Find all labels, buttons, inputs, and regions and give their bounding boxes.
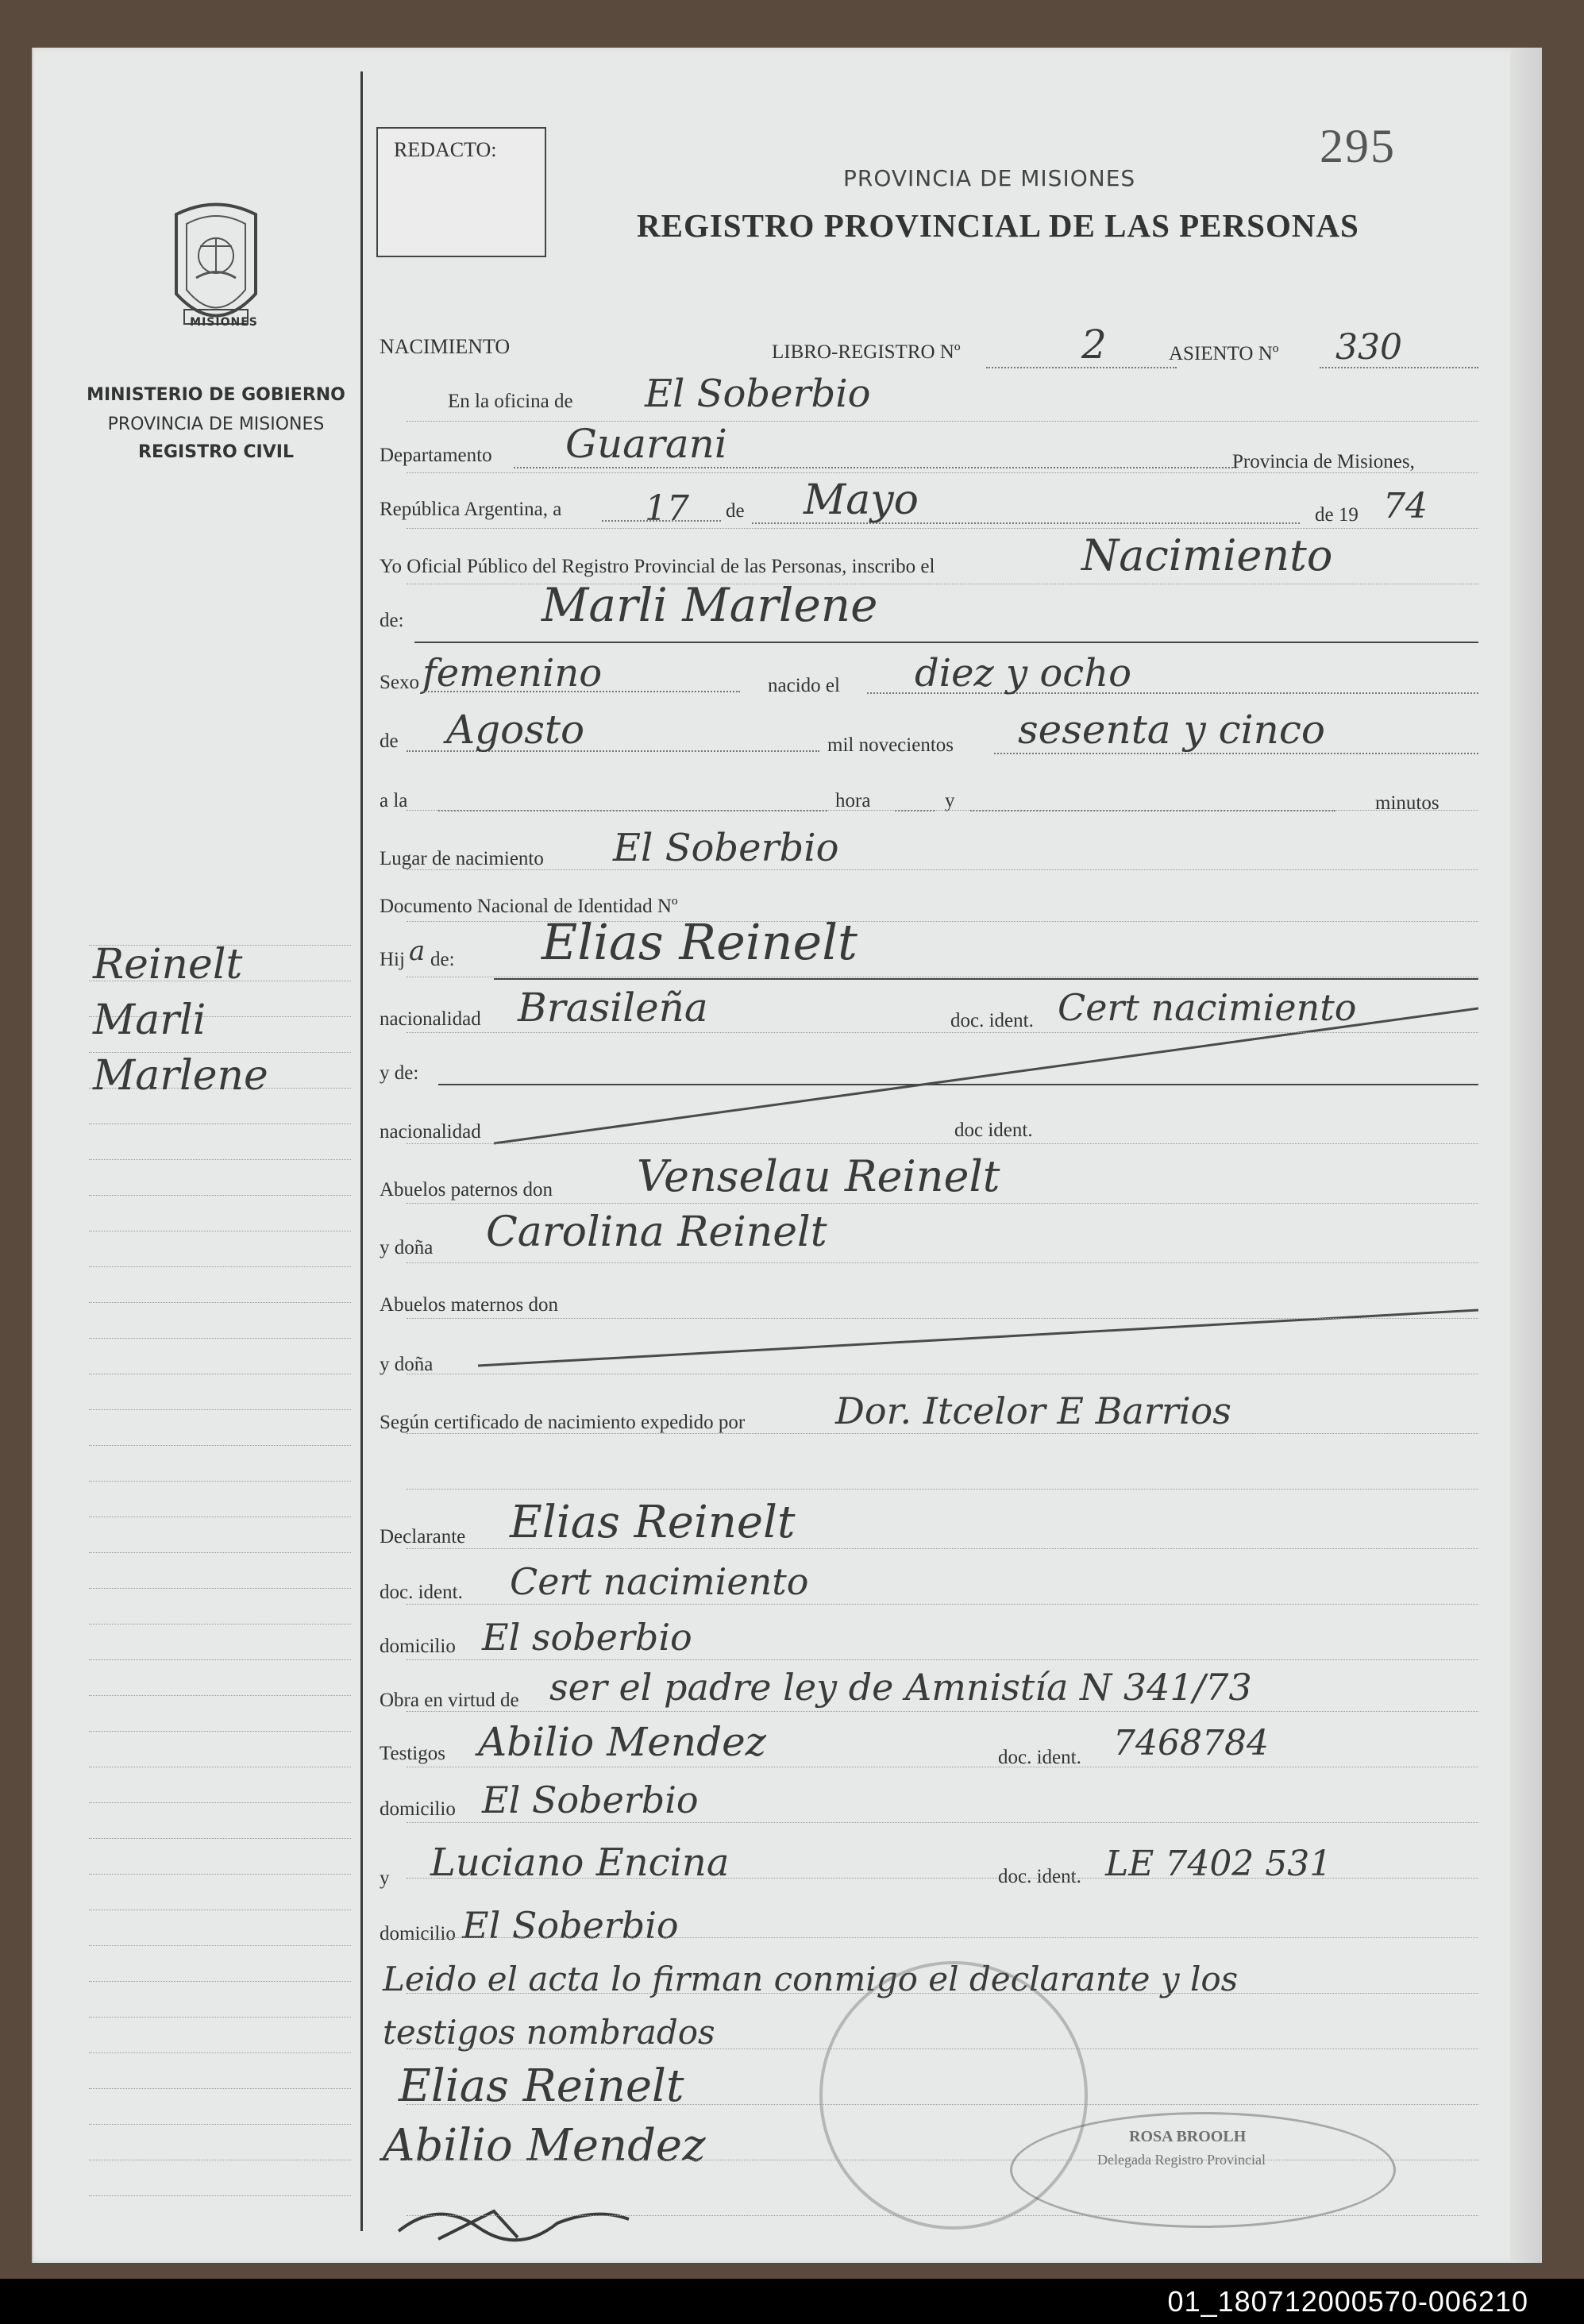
image-id-label: 01_180712000570-006210 [1167,2285,1528,2318]
act-type-label: NACIMIENTO [380,335,511,358]
hora-label: hora [835,790,871,811]
domicilio-t1-label: domicilio [380,1798,456,1820]
doc-testigo1-value: 7468784 [1113,1723,1269,1763]
signature-declarante: Elias Reinelt [399,2060,684,2112]
republica-label: República Argentina, a [380,499,562,520]
nacido-value: diez y ocho [915,651,1131,696]
yo-oficial-text: Yo Oficial Público del Registro Provincial de las Personas, inscribo el [380,556,935,577]
nacionalidad-padre-value: Brasileña [518,985,708,1031]
province-title: PROVINCIA DE MISIONES [843,165,1136,191]
cancel-stroke-abuelos-mat [478,1302,1478,1374]
y-dona2-label: y doña [380,1354,434,1375]
mes-value: Mayo [804,476,919,524]
dni-label: Documento Nacional de Identidad Nº [380,896,678,917]
y-label: y [945,790,955,811]
de-label: de [726,500,745,522]
nombre-value: Marli Marlene [541,578,878,632]
mil-label: mil novecientos [827,734,954,756]
y-t2-label: y [380,1867,390,1889]
declarante-label: Declarante [380,1526,466,1547]
doc-testigo2-value: LE 7402 531 [1105,1844,1332,1884]
page-number: 295 [1320,120,1396,172]
mes-nac-value: Agosto [446,707,585,753]
testigo2-value: Luciano Encina [430,1840,730,1885]
domicilio-t2-value: El Soberbio [462,1904,679,1947]
domicilio-value: El soberbio [482,1616,692,1659]
doc-padre-value: Cert nacimiento [1058,986,1357,1029]
doc-testigo2-label: doc. ident. [998,1866,1081,1887]
domicilio-t1-value: El Soberbio [482,1779,699,1821]
ministry-office: REGISTRO CIVIL [138,442,294,462]
emblem-text: MISIONES [190,316,258,329]
minutos-label: minutos [1375,792,1439,814]
oficina-label: En la oficina de [448,391,573,412]
acto-value: Nacimiento [1081,530,1333,580]
testigos-label: Testigos [380,1743,445,1764]
libro-label: LIBRO-REGISTRO Nº [772,341,961,363]
departamento-value: Guarani [565,421,727,467]
libro-value: 2 [1081,322,1107,368]
departamento-label: Departamento [380,445,492,466]
lugar-value: El Soberbio [613,826,839,870]
nacido-label: nacido el [768,675,840,696]
doc-declarante-label: doc. ident. [380,1582,463,1603]
certificado-value: Dor. Itcelor E Barrios [835,1389,1231,1432]
anio-nac-value: sesenta y cinco [1018,707,1325,753]
sexo-value: femenino [422,651,603,696]
nacionalidad-label: nacionalidad [380,1008,481,1030]
margin-note-name1: Marli [93,996,206,1044]
domicilio-t2-label: domicilio [380,1923,456,1944]
obra-label: Obra en virtud de [380,1690,519,1711]
registry-title: REGISTRO PROVINCIAL DE LAS PERSONAS [637,207,1359,244]
declarante-value: Elias Reinelt [510,1497,796,1548]
doc-testigo1-label: doc. ident. [998,1747,1081,1768]
a-la-label: a la [380,790,408,811]
dia-value: 17 [645,488,689,529]
nombre-de-label: de: [380,610,404,631]
anio-value: 74 [1383,486,1428,526]
doc-ident-label: doc. ident. [950,1010,1034,1031]
oficina-value: El Soberbio [645,372,871,416]
abuela-pat-value: Carolina Reinelt [486,1208,827,1256]
page-edge [1510,48,1542,2263]
ministry-province: PROVINCIA DE MISIONES [107,414,325,434]
certificado-label: Según certificado de nacimiento expedido por [380,1412,746,1433]
hijo-de-label: de: [430,949,455,970]
footer-bar [0,2279,1584,2324]
closing-line-2: testigos nombrados [383,2013,715,2052]
margin-note-surname: Reinelt [93,941,243,989]
closing-line-1: Leido el acta lo firman conmigo el declarante y los [383,1960,1239,1998]
hijo-suffix: a [409,935,426,967]
sexo-label: Sexo [380,672,419,693]
redacto-box [376,127,546,257]
y-dona-label: y doña [380,1237,434,1258]
margin-note-name2: Marlene [93,1052,268,1100]
nacionalidad2-label: nacionalidad [380,1121,481,1143]
signature-testigo1: Abilio Mendez [383,2120,706,2172]
provincia-suffix: Provincia de Misiones, [1232,451,1415,472]
cancel-stroke-madre [494,985,1478,1159]
padre-value: Elias Reinelt [541,913,858,971]
y-de-label: y de: [380,1062,419,1084]
doc-ident2-label: doc ident. [954,1120,1033,1141]
doc-declarante-value: Cert nacimiento [510,1560,809,1603]
lugar-label: Lugar de nacimiento [380,848,544,869]
register-page [32,48,1542,2263]
ministry-name: MINISTERIO DE GOBIERNO [87,385,345,405]
domicilio-label: domicilio [380,1636,456,1657]
abuelos-pat-label: Abuelos paternos don [380,1179,553,1201]
asiento-value: 330 [1335,327,1402,368]
redacto-label: REDACTO: [394,138,497,161]
stamp-official-role: Delegada Registro Provincial [1097,2152,1266,2168]
testigo1-value: Abilio Mendez [478,1719,767,1765]
anio-prefix: de 19 [1315,504,1359,526]
asiento-label: ASIENTO Nº [1169,343,1279,364]
obra-value: ser el padre ley de Amnistía N 341/73 [549,1666,1252,1709]
abuelo-pat-value: Venselau Reinelt [637,1151,1000,1201]
abuelos-mat-label: Abuelos maternos don [380,1294,558,1316]
stamp-official-name: ROSA BROOLH [1129,2128,1247,2145]
mes-nac-de-label: de [380,730,399,752]
hijo-label: Hij [380,949,405,970]
